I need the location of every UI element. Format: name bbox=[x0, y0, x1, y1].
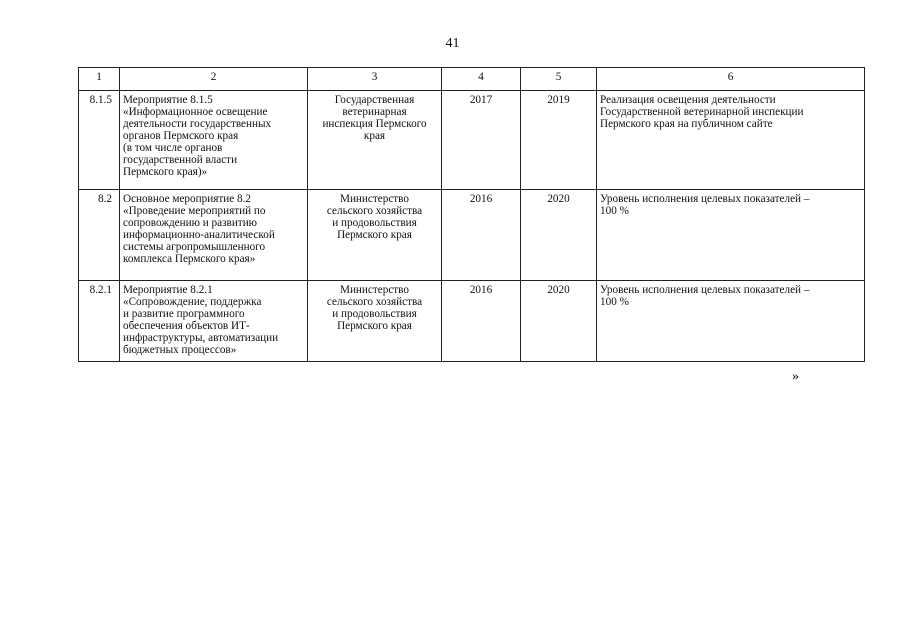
closing-quote-mark: » bbox=[792, 369, 799, 384]
row-number-cell: 8.1.5 bbox=[79, 91, 120, 190]
result-line: Пермского края на публичном сайте bbox=[600, 118, 773, 130]
row-number-cell: 8.2 bbox=[79, 190, 120, 281]
activity-line: информационно-аналитической bbox=[123, 229, 275, 241]
start-year-cell: 2016 bbox=[442, 190, 521, 281]
executor-line: инспекция Пермского bbox=[322, 118, 427, 130]
executor-line: края bbox=[363, 130, 386, 142]
activity-line: государственной власти bbox=[123, 154, 238, 166]
result-cell bbox=[597, 91, 865, 190]
page-number: 41 bbox=[445, 36, 460, 51]
executor-cell bbox=[308, 281, 442, 362]
table-header-row bbox=[79, 68, 865, 91]
executor-line: и продовольствия bbox=[332, 308, 417, 320]
executor-line: сельского хозяйства bbox=[326, 205, 423, 217]
executor-cell bbox=[308, 91, 442, 190]
executor-line: Государственная bbox=[334, 94, 415, 106]
activity-line: органов Пермского края bbox=[123, 130, 239, 142]
executor-line: и продовольствия bbox=[332, 217, 417, 229]
table-row bbox=[79, 91, 865, 190]
start-year-cell: 2016 bbox=[442, 281, 521, 362]
executor-line: Министерство bbox=[340, 193, 409, 205]
result-cell bbox=[597, 190, 865, 281]
activity-line: «Проведение мероприятий по bbox=[123, 205, 266, 217]
activity-line: комплекса Пермского края» bbox=[123, 253, 256, 265]
result-line: Государственной ветеринарной инспекции bbox=[600, 106, 804, 118]
header-cell-5: 5 bbox=[521, 68, 597, 91]
executor-cell bbox=[308, 190, 442, 281]
activity-line: обеспечения объектов ИТ- bbox=[123, 320, 250, 332]
end-year-cell: 2020 bbox=[521, 190, 597, 281]
activity-line: «Сопровождение, поддержка bbox=[123, 296, 262, 308]
activity-line: Основное мероприятие 8.2 bbox=[123, 193, 251, 205]
row-number-cell: 8.2.1 bbox=[79, 281, 120, 362]
activity-line: и развитие программного bbox=[123, 308, 245, 320]
executor-line: сельского хозяйства bbox=[326, 296, 423, 308]
header-cell-4: 4 bbox=[442, 68, 521, 91]
executor-line: ветеринарная bbox=[342, 106, 407, 118]
activity-line: сопровождению и развитию bbox=[123, 217, 258, 229]
result-line: 100 % bbox=[600, 205, 629, 217]
result-line: Уровень исполнения целевых показателей – bbox=[600, 284, 810, 296]
table-row bbox=[79, 190, 865, 281]
activity-cell bbox=[120, 281, 308, 362]
end-year-cell: 2019 bbox=[521, 91, 597, 190]
activity-line: инфраструктуры, автоматизации bbox=[123, 332, 279, 344]
header-cell-1: 1 bbox=[79, 68, 120, 91]
header-cell-3: 3 bbox=[308, 68, 442, 91]
activity-line: (в том числе органов bbox=[123, 142, 223, 154]
activity-line: Мероприятие 8.1.5 bbox=[123, 94, 213, 106]
header-cell-6: 6 bbox=[597, 68, 865, 91]
executor-line: Министерство bbox=[340, 284, 409, 296]
result-line: Уровень исполнения целевых показателей – bbox=[600, 193, 810, 205]
activity-cell bbox=[120, 190, 308, 281]
program-activities-table bbox=[78, 67, 865, 362]
activity-line: деятельности государственных bbox=[123, 118, 272, 130]
activity-line: бюджетных процессов» bbox=[123, 344, 237, 356]
activity-line: Пермского края)» bbox=[123, 166, 208, 178]
executor-line: Пермского края bbox=[337, 320, 412, 332]
activity-line: «Информационное освещение bbox=[123, 106, 268, 118]
executor-line: Пермского края bbox=[337, 229, 412, 241]
activity-cell bbox=[120, 91, 308, 190]
result-line: Реализация освещения деятельности bbox=[600, 94, 776, 106]
activity-line: системы агропромышленного bbox=[123, 241, 266, 253]
table-row bbox=[79, 281, 865, 362]
start-year-cell: 2017 bbox=[442, 91, 521, 190]
activity-line: Мероприятие 8.2.1 bbox=[123, 284, 213, 296]
end-year-cell: 2020 bbox=[521, 281, 597, 362]
result-line: 100 % bbox=[600, 296, 629, 308]
result-cell bbox=[597, 281, 865, 362]
header-cell-2: 2 bbox=[120, 68, 308, 91]
